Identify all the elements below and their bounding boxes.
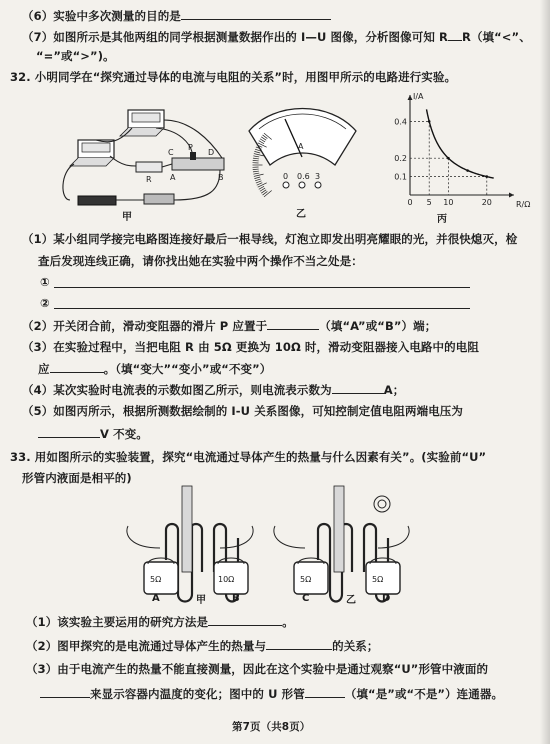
q32-stem: 32. 小明同学在“探究通过导体的电流与电阻的关系”时，用图甲所示的电路进行实验。 [10,70,457,84]
label-r: R [146,175,152,184]
y-axis-label: I/A [413,92,424,101]
dial-tick [254,151,260,153]
dial-tick [256,181,262,183]
answer-blank[interactable] [332,382,384,394]
label-a: A [170,173,176,182]
answer-blank[interactable] [40,686,90,698]
answer-marker-2: ② [40,296,50,310]
y-tick-label: 0.1 [394,172,407,182]
dial-tick [253,160,259,161]
q33-item3-line1: （3）由于电流产生的热量不能直接测量，因此在这个实验中是通过观察“U”形管中液面的 [26,662,489,676]
q33-stem-line1: 33. 用如图所示的实验装置，探究“电流通过导体产生的热量与什么因素有关”。(实验前“U” [10,450,487,464]
q31-item7-r: R [461,30,471,44]
q32-item4-text: （4）某次实验时电流表的示数如图乙所示，则电流表示数为 [22,383,332,397]
fig-yi-caption: 乙 [346,595,356,606]
q32-item3-text: 应 [38,362,50,376]
label-d: D [208,148,215,157]
circuit-figure [60,100,230,215]
x-axis-label: R/Ω [516,200,531,209]
coil-icon [374,496,390,512]
q32-item3-hint: 。（填“变大”“变小”或“不变”） [103,362,272,376]
x-tick-label: 0 [407,198,413,207]
q31-item6 [22,8,331,23]
q32-item2 [22,318,436,333]
fig-bing-caption: 丙 [437,214,447,225]
q32-item5-unit: V 不变。 [100,427,148,441]
answer-marker-1: ① [40,275,50,289]
q32-item4-unit: A； [383,383,405,397]
y-tick-label: 0.4 [394,117,407,127]
u-tubes [166,524,391,604]
page-edge-shadow [540,0,550,744]
label-b: B [232,593,240,604]
label-d: D [382,593,391,604]
q32-item1-line1: （1）某小组同学接完电路图连接好最后一根导线，灯泡立即发出明亮耀眼的光，并很快熄灭，检 [22,232,518,246]
ruler-a [182,486,192,572]
battery-icon [78,196,116,205]
q33-item2-text: （2）图甲探究的是电流通过导体产生的热量与 [26,639,267,653]
dial-tick [253,173,259,174]
label-a: A [152,593,160,604]
dial-tick [253,171,259,172]
dial-tick [254,174,264,176]
heat-apparatus-figure [120,486,420,606]
q32-item3-line1: （3）在实验过程中，当把电阻 R 由 5Ω 更换为 10Ω 时，滑动变阻器接入电路中的电阻 [22,340,479,354]
dial-tick [253,158,259,159]
q33-stem-line2: 形管内液面是相平的) [22,471,132,485]
dial-tick [258,183,267,187]
q33-item1-text: （1）该实验主要运用的研究方法是 [26,615,209,629]
q33-item1-end: 。 [282,615,294,629]
fig-yi-caption: 乙 [296,209,306,220]
answer-line-1[interactable] [54,287,470,288]
switch-icon [144,194,174,204]
q32-item1-line2: 查后发现连线正确，请你找出她在实验中两个操作不当之处是： [38,254,363,268]
q33-item3-line2 [40,686,503,701]
dial-tick [255,179,261,181]
y-axis-arrow [408,95,413,100]
q33-item2 [26,638,379,653]
page-footer: 第7页（共8页） [232,721,311,733]
x-tick-label: 5 [426,198,432,207]
label-c: C [302,593,310,604]
fig-jia-caption: 甲 [122,212,132,223]
q32-item5-line1: （5）如图丙所示，根据所测数据绘制的 I-U 关系图像，可知控制定值电阻两端电压为 [22,404,463,418]
terminal-3: 3 [315,172,321,181]
q31-item7-hint-end: “=”或“>”)。 [36,49,115,63]
q32-item2-text: （2）开关闭合前，滑动变阻器的滑片 P 应置于 [22,319,268,333]
q33-item1 [26,614,294,629]
q32-item4 [22,382,404,397]
terminal-0: 0 [283,172,289,181]
dial-tick [253,156,259,157]
q32-item3-line2 [38,361,271,376]
dial-tick [264,190,272,196]
answer-blank[interactable] [181,8,331,20]
y-tick-label: 0.2 [394,154,407,164]
answer-blank[interactable] [305,686,345,698]
slider-icon [190,152,196,160]
i-r-curve [427,109,494,178]
container-d-label: 5Ω [372,575,384,584]
i-r-graph [392,90,531,215]
dial-unit: A [298,142,304,151]
data-point [466,169,469,172]
dial-tick [253,169,259,170]
q31-item7-hint: （填“<”、 [470,30,531,44]
dial-tick [257,183,262,185]
q33-item3-hint: （填“是”或“不是”）连通器。 [344,687,504,701]
answer-blank[interactable] [267,318,319,330]
data-point [447,157,450,160]
terminal-0-6: 0.6 [297,172,310,181]
container-a-label: 5Ω [150,575,162,584]
label-p: P [188,143,193,152]
answer-blank[interactable] [38,426,100,438]
fig-jia-caption: 甲 [196,595,206,606]
ruler-b [334,486,344,572]
data-point [486,175,489,178]
q32-item5-line2 [38,426,148,441]
q31-item6-text: （6）实验中多次测量的目的是 [22,9,181,23]
container-c-label: 5Ω [300,575,312,584]
x-tick-label: 10 [443,198,454,207]
answer-blank[interactable] [50,361,104,373]
label-c: C [168,148,174,157]
q32-item2-hint: （填“A”或“B”）端； [319,319,437,333]
ammeter-dial [245,105,360,190]
answer-blank[interactable] [266,638,332,650]
answer-blank[interactable] [208,614,282,626]
container-b-label: 10Ω [218,575,235,584]
q33-item2-end: 的关系； [332,639,379,653]
data-point [428,120,431,123]
q31-item7 [22,29,531,44]
x-axis-arrow [509,193,514,198]
dial-tick [254,154,264,156]
q31-item7-text: （7）如图所示是其他两组的同学根据测量数据作出的 I—U 图像，分析图像可知 R [22,30,448,44]
dial-tick [254,177,260,179]
q33-item3-text: 来显示容器内温度的变化；图中的 U 形管 [90,687,305,701]
answer-blank[interactable] [448,29,462,41]
label-b: B [218,173,224,182]
answer-line-2[interactable] [54,308,470,309]
x-tick-label: 20 [481,198,492,207]
resistor-icon [136,162,162,172]
